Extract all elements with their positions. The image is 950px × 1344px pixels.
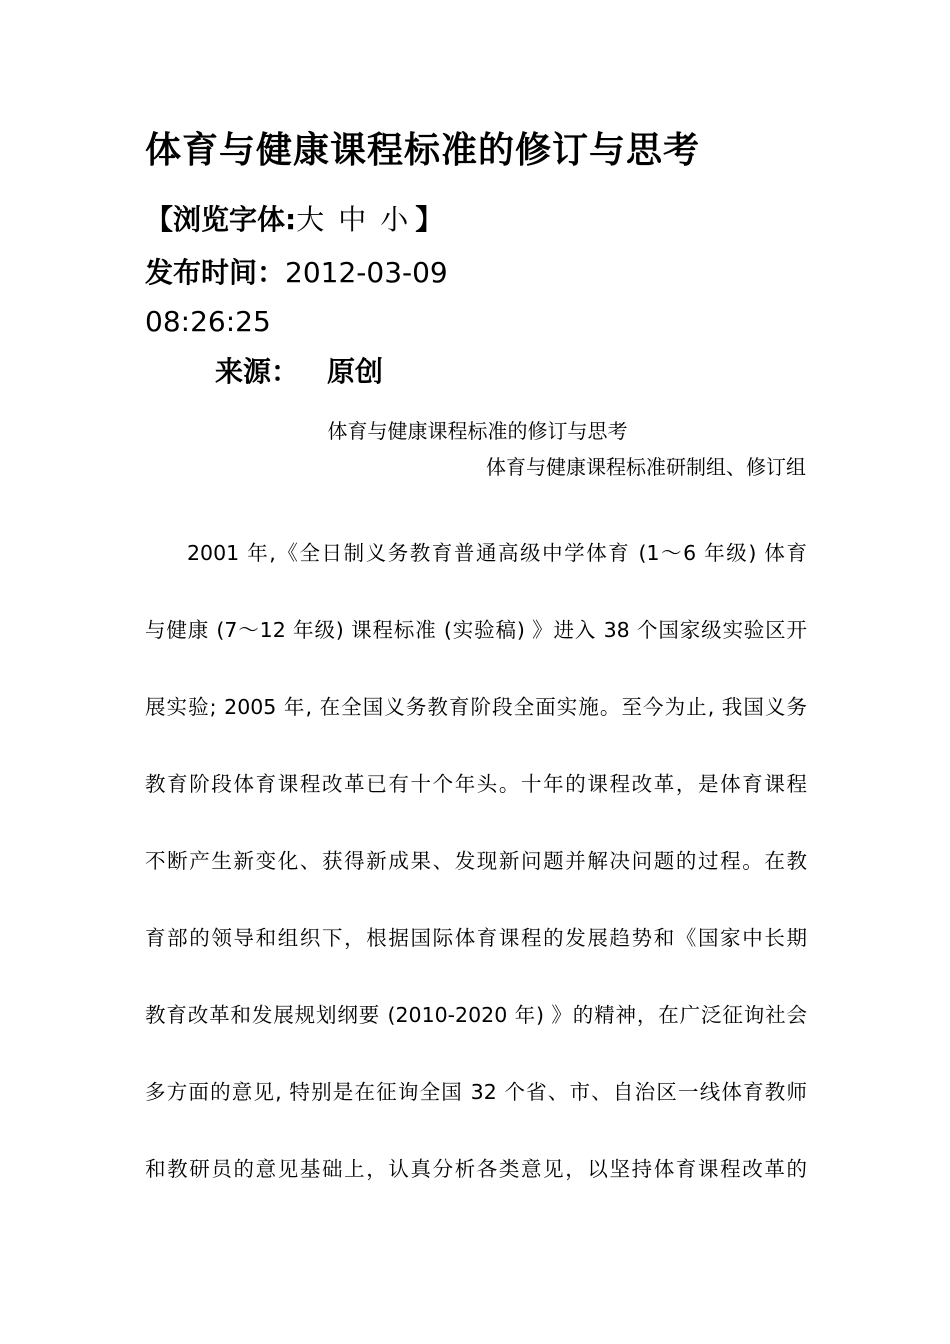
source-label: 来源：: [215, 355, 300, 388]
publish-label: 发布时间：: [145, 256, 286, 289]
body-line: 育部的领导和组织下，根据国际体育课程的发展趋势和《国家中长期: [145, 926, 807, 950]
article-title: 体育与健康课程标准的修订与思考: [145, 130, 701, 171]
body-line: 教育阶段体育课程改革已有十个年头。十年的课程改革，是体育课程: [145, 772, 807, 796]
article-byline: 体育与健康课程标准研制组、修订组: [486, 455, 806, 479]
publish-date: 2012-03-09: [285, 256, 448, 289]
article-subtitle: 体育与健康课程标准的修订与思考: [327, 419, 628, 443]
body-line: 多方面的意见, 特别是在征询全国 32 个省、市、自治区一线体育教师: [145, 1080, 807, 1104]
article-body: [145, 533, 807, 1226]
body-line: 与健康 (7～12 年级) 课程标准 (实验稿) 》进入 38 个国家级实验区开: [145, 618, 807, 642]
publish-date-line: [145, 253, 448, 293]
font-size-medium-link[interactable]: 中: [338, 203, 367, 236]
body-line: 2001 年,《全日制义务教育普通高级中学体育 (1～6 年级) 体育: [187, 541, 807, 565]
font-size-prefix: 【浏览字体:: [145, 203, 297, 236]
body-line: 教育改革和发展规划纲要 (2010-2020 年) 》的精神，在广泛征询社会: [145, 1003, 807, 1027]
body-line: 展实验; 2005 年, 在全国义务教育阶段全面实施。至今为止, 我国义务: [145, 695, 807, 719]
font-size-selector: [145, 200, 443, 240]
body-line: 和教研员的意见基础上，认真分析各类意见，以坚持体育课程改革的: [145, 1157, 807, 1181]
source-line: [215, 352, 383, 392]
font-size-suffix: 】: [415, 203, 444, 236]
font-size-small-link[interactable]: 小: [380, 203, 409, 236]
font-size-large-link[interactable]: 大: [296, 203, 325, 236]
source-value: 原创: [327, 355, 384, 388]
publish-time: 08:26:25: [145, 305, 271, 338]
body-line: 不断产生新变化、获得新成果、发现新问题并解决问题的过程。在教: [145, 849, 807, 873]
